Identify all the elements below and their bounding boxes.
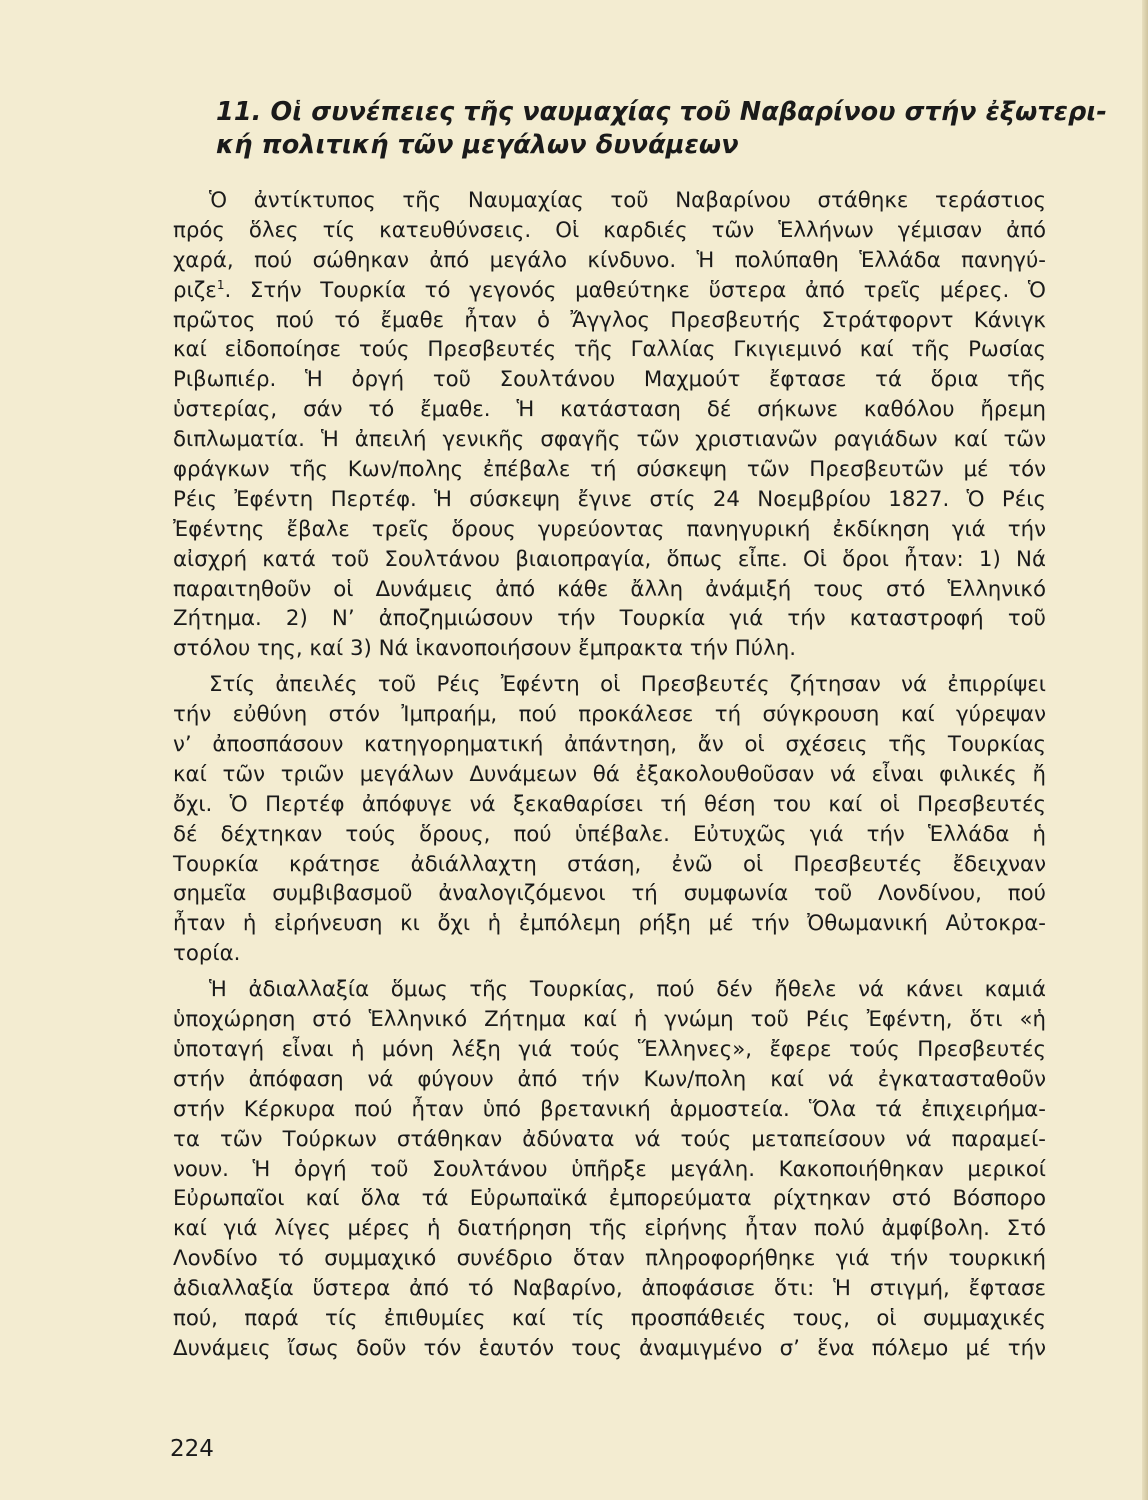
text-line: δέ δέχτηκαν τούς ὅρους, πού ὑπέβαλε. Εὐτυχῶς γιά τήν Ἑλλάδα ἡ (173, 821, 1046, 847)
text-line: τορία. (173, 941, 241, 967)
text-line: ὑστερίας, σάν τό ἔμαθε. Ἡ κατάσταση δέ σήκωνε καθόλου ἤρεμη (173, 397, 1046, 423)
text-line: Εὐρωπαῖοι καί ὅλα τά Εὐρωπαϊκά ἐμπορεύματα ρίχτηκαν στό Βόσπορο (173, 1186, 1046, 1212)
paragraph-1 (173, 186, 1046, 664)
text-line: Στίς ἀπειλές τοῦ Ρέις Ἐφέντη οἱ Πρεσβευτές ζήτησαν νά ἐπιρρίψει (209, 672, 1046, 698)
text-line: πού, παρά τίς ἐπιθυμίες καί τίς προσπάθειές τους, οἱ συμμαχικές (173, 1305, 1046, 1331)
text-line: στήν ἀπόφαση νά φύγουν ἀπό τήν Κων/πολη καί νά ἐγκατασταθοῦν (173, 1066, 1046, 1092)
text-fragment: ριζε (173, 277, 217, 303)
paragraph-3 (173, 975, 1046, 1364)
text-line: καί εἰδοποίησε τούς Πρεσβευτές τῆς Γαλλίας Γκιγιεμινό καί τῆς Ρωσίας (173, 337, 1046, 363)
text-line: τήν εὐθύνη στόν Ἰμπραήμ, πού προκάλεσε τή σύγκρουση καί γύρεψαν (173, 702, 1046, 728)
text-line: Ρέις Ἐφέντη Περτέφ. Ἡ σύσκεψη ἔγινε στίς 24 Νοεμβρίου 1827. Ὁ Ρέις (173, 486, 1046, 512)
section-heading (216, 96, 1108, 162)
page-edge (1142, 0, 1148, 1500)
text-line: χαρά, πού σώθηκαν ἀπό μεγάλο κίνδυνο. Ἡ πολύπαθη Ἑλλάδα πανηγύ- (173, 247, 1046, 273)
text-line: πρῶτος πού τό ἔμαθε ἦταν ὁ Ἄγγλος Πρεσβευτής Στράτφορντ Κάνιγκ (173, 307, 1046, 333)
text-line: Λονδίνο τό συμμαχικό συνέδριο ὅταν πληροφορήθηκε γιά τήν τουρκική (173, 1246, 1046, 1272)
text-line: ἦταν ἡ εἰρήνευση κι ὄχι ἡ ἐμπόλεμη ρήξη μέ τήν Ὀθωμανική Αὐτοκρα- (173, 911, 1046, 937)
text-line: Ἐφέντης ἔβαλε τρεῖς ὅρους γυρεύοντας πανηγυρική ἐκδίκηση γιά τήν (173, 516, 1046, 542)
text-line: Ζήτημα. 2) Ν’ ἀποζημιώσουν τήν Τουρκία γιά τήν καταστροφή τοῦ (173, 606, 1046, 632)
text-line: στόλου της, καί 3) Νά ἱκανοποιήσουν ἔμπρακτα τήν Πύλη. (173, 636, 796, 662)
text-line: ὑποχώρηση στό Ἑλληνικό Ζήτημα καί ἡ γνώμη τοῦ Ρέις Ἐφέντη, ὅτι «ἡ (173, 1007, 1046, 1033)
text-line: καί γιά λίγες μέρες ἡ διατήρηση τῆς εἰρήνης ἦταν πολύ ἀμφίβολη. Στό (173, 1216, 1046, 1242)
text-line: σημεῖα συμβιβασμοῦ ἀναλογιζόμενοι τή συμφωνία τοῦ Λονδίνου, πού (173, 881, 1046, 907)
text-line: αἰσχρή κατά τοῦ Σουλτάνου βιαιοπραγία, ὅπως εἶπε. Οἱ ὅροι ἦταν: 1) Νά (173, 546, 1046, 572)
text-line: τα τῶν Τούρκων στάθηκαν ἀδύνατα νά τούς μεταπείσουν νά παραμεί- (173, 1126, 1046, 1152)
text-line-with-footnote (173, 276, 1046, 306)
text-line: ὑποταγή εἶναι ἡ μόνη λέξη γιά τούς Ἕλληνες», ἔφερε τούς Πρεσβευτές (173, 1036, 1046, 1062)
paragraph-2 (173, 670, 1046, 969)
text-line: Τουρκία κράτησε ἀδιάλλαχτη στάση, ἐνῶ οἱ Πρεσβευτές ἔδειχναν (173, 851, 1046, 877)
text-line: πρός ὅλες τίς κατευθύνσεις. Οἱ καρδιές τῶν Ἑλλήνων γέμισαν ἀπό (173, 217, 1046, 243)
heading-line-1: 11. Οἱ συνέπειες τῆς ναυμαχίας τοῦ Ναβαρίνου στήν ἐξωτερι- (216, 97, 1108, 127)
text-line: Ριβωπιέρ. Ἡ ὀργή τοῦ Σουλτάνου Μαχμούτ ἔφτασε τά ὅρια τῆς (173, 367, 1046, 393)
text-line: φράγκων τῆς Κων/πολης ἐπέβαλε τή σύσκεψη τῶν Πρεσβευτῶν μέ τόν (173, 457, 1046, 483)
body-text (173, 186, 1046, 1364)
text-line: καί τῶν τριῶν μεγάλων Δυνάμεων θά ἐξακολουθοῦσαν νά εἶναι φιλικές ἤ (173, 761, 1046, 787)
text-line: νουν. Ἡ ὀργή τοῦ Σουλτάνου ὑπῆρξε μεγάλη. Κακοποιήθηκαν μερικοί (173, 1156, 1046, 1182)
text-line: Δυνάμεις ἴσως δοῦν τόν ἑαυτόν τους ἀναμιγμένο σ’ ἕνα πόλεμο μέ τήν (173, 1335, 1046, 1361)
text-line: Ὁ ἀντίκτυπος τῆς Ναυμαχίας τοῦ Ναβαρίνου στάθηκε τεράστιος (209, 188, 1046, 213)
text-fragment: . Στήν Τουρκία τό γεγονός μαθεύτηκε ὕστερα ἀπό τρεῖς μέρες. Ὁ (224, 277, 1046, 303)
text-line: παραιτηθοῦν οἱ Δυνάμεις ἀπό κάθε ἄλλη ἀνάμιξή τους στό Ἑλληνικό (173, 576, 1046, 602)
text-line: στήν Κέρκυρα πού ἦταν ὑπό βρετανική ἁρμοστεία. Ὅλα τά ἐπιχειρήμα- (173, 1096, 1046, 1122)
text-line: ν’ ἀποσπάσουν κατηγορηματική ἀπάντηση, ἄν οἱ σχέσεις τῆς Τουρκίας (173, 732, 1046, 758)
heading-line-2: κή πολιτική τῶν μεγάλων δυνάμεων (216, 130, 739, 160)
text-line: διπλωματία. Ἡ ἀπειλή γενικῆς σφαγῆς τῶν χριστιανῶν ραγιάδων καί τῶν (173, 427, 1046, 453)
text-line: ὄχι. Ὁ Περτέφ ἀπόφυγε νά ξεκαθαρίσει τή θέση του καί οἱ Πρεσβευτές (173, 791, 1046, 817)
page-number: 224 (170, 1436, 214, 1462)
text-line: ἀδιαλλαξία ὕστερα ἀπό τό Ναβαρίνο, ἀποφάσισε ὅτι: Ἡ στιγμή, ἔφτασε (173, 1276, 1046, 1302)
text-line: Ἡ ἀδιαλλαξία ὅμως τῆς Τουρκίας, πού δέν ἤθελε νά κάνει καμιά (209, 977, 1046, 1003)
footnote-ref: 1 (216, 277, 225, 292)
